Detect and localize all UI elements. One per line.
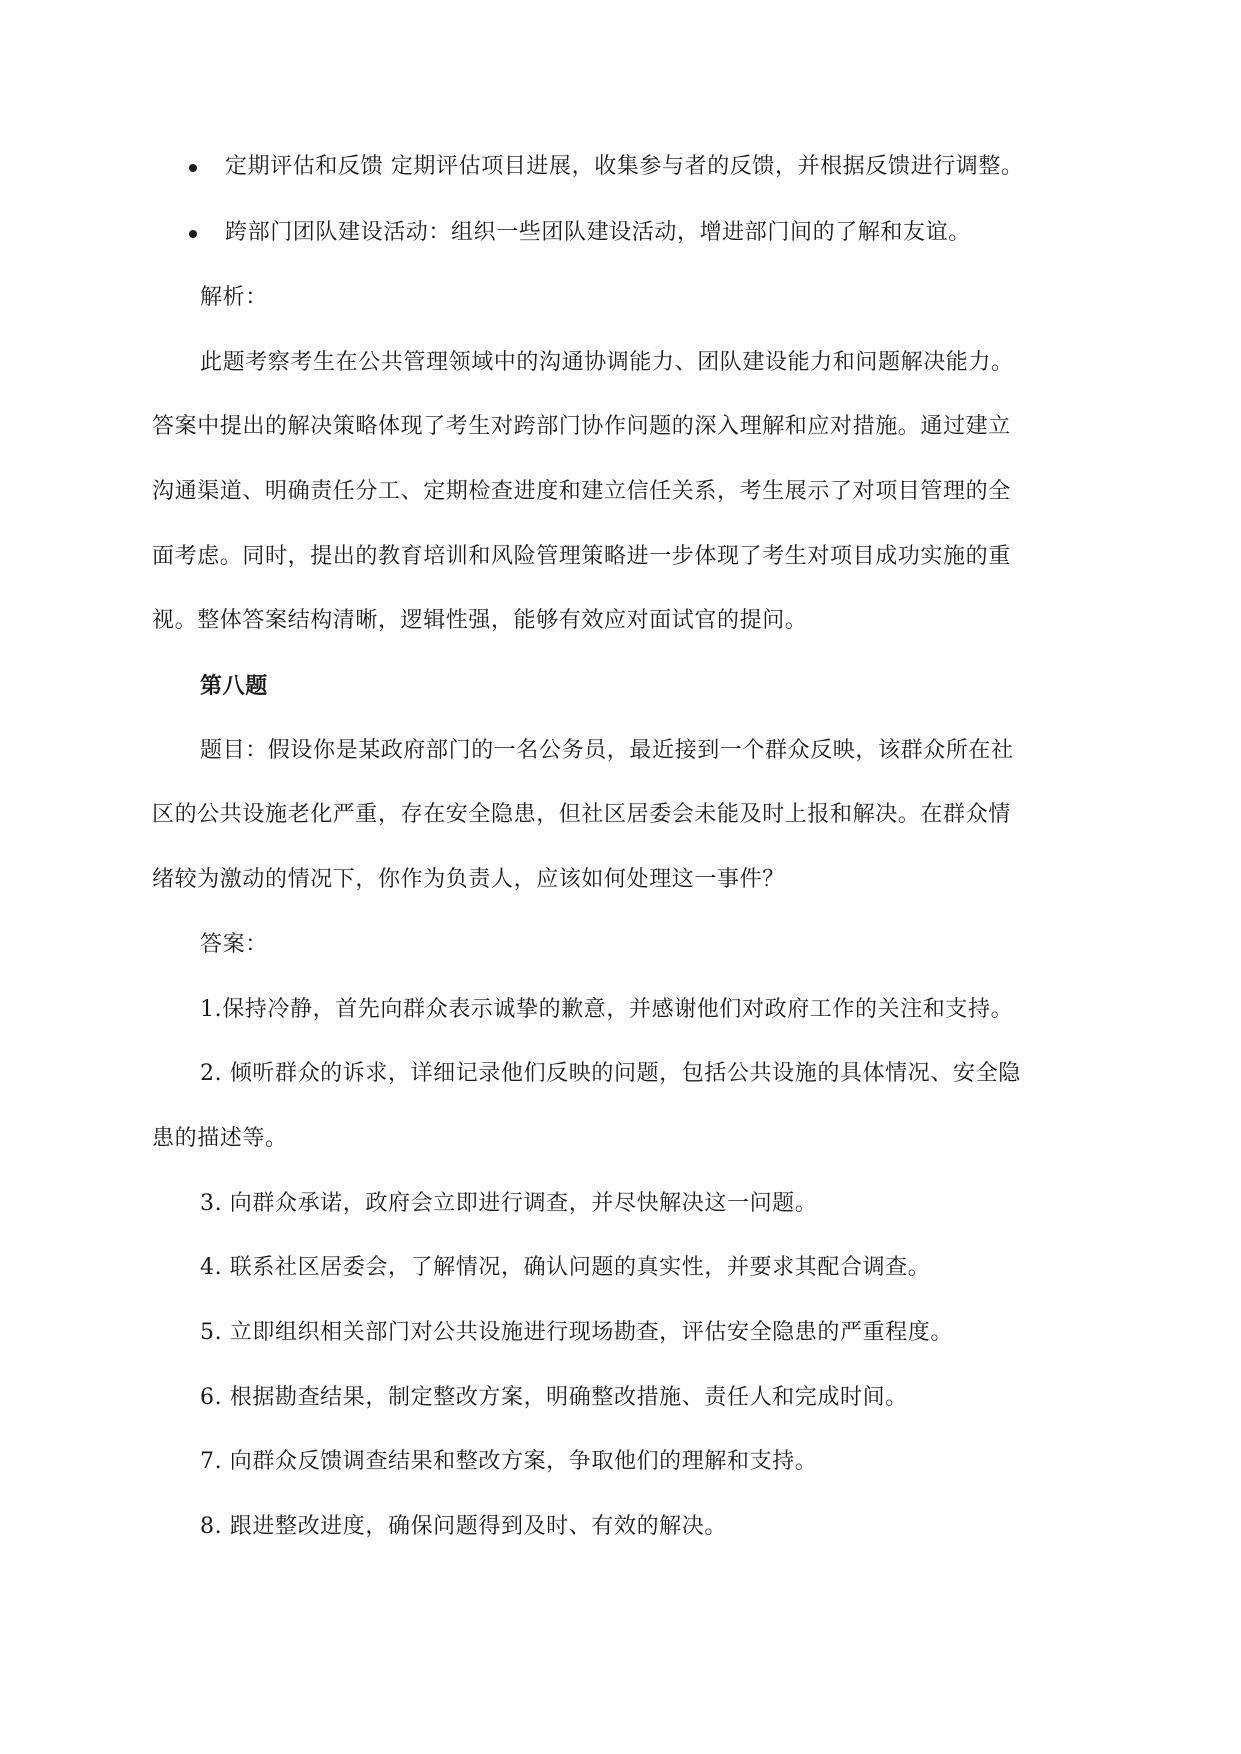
answer-line: 4. 联系社区居委会，了解情况，确认问题的真实性，并要求其配合调查。 [200,1255,931,1280]
analysis-line: 沟通渠道、明确责任分工、定期检查进度和建立信任关系，考生展示了对项目管理的全 [152,479,1011,504]
answer-line: 1.保持冷静，首先向群众表示诚挚的歉意，并感谢他们对政府工作的关注和支持。 [200,997,1014,1022]
answer-line: 5. 立即组织相关部门对公共设施进行现场勘查，评估安全隐患的严重程度。 [200,1320,953,1345]
answer-line: 6. 根据勘查结果，制定整改方案，明确整改措施、责任人和完成时间。 [200,1385,908,1410]
question-line: 题目：假设你是某政府部门的一名公务员，最近接到一个群众反映，该群众所在社 [200,738,1014,763]
analysis-line: 答案中提出的解决策略体现了考生对跨部门协作问题的深入理解和应对措施。通过建立 [152,414,1011,439]
answer-line: 2. 倾听群众的诉求，详细记录他们反映的问题，包括公共设施的具体情况、安全隐 [200,1061,1021,1086]
analysis-line: 面考虑。同时，提出的教育培训和风险管理策略进一步体现了考生对项目成功实施的重 [152,544,1011,569]
bullet-item: 定期评估和反馈 定期评估项目进展，收集参与者的反馈，并根据反馈进行调整。 [225,154,1024,179]
question-line: 绪较为激动的情况下，你作为负责人，应该如何处理这一事件？ [152,867,785,892]
answer-line: 3. 向群众承诺，政府会立即进行调查，并尽快解决这一问题。 [200,1191,818,1216]
question-line: 区的公共设施老化严重，存在安全隐患，但社区居委会未能及时上报和解决。在群众情 [152,802,1011,827]
bullet-dot [189,230,197,238]
bullet-item: 跨部门团队建设活动：组织一些团队建设活动，增进部门间的了解和友谊。 [225,220,971,245]
answer-line: 7. 向群众反馈调查结果和整改方案，争取他们的理解和支持。 [200,1449,818,1474]
section-title: 第八题 [200,673,268,699]
analysis-label: 解析： [200,285,268,310]
answer-line: 患的描述等。 [152,1126,288,1151]
bullet-dot [189,164,197,172]
answer-line: 8. 跟进整改进度，确保问题得到及时、有效的解决。 [200,1514,727,1539]
analysis-line: 视。整体答案结构清晰，逻辑性强，能够有效应对面试官的提问。 [152,608,808,633]
analysis-line: 此题考察考生在公共管理领域中的沟通协调能力、团队建设能力和问题解决能力。 [200,350,1014,375]
answer-label: 答案： [200,932,268,957]
